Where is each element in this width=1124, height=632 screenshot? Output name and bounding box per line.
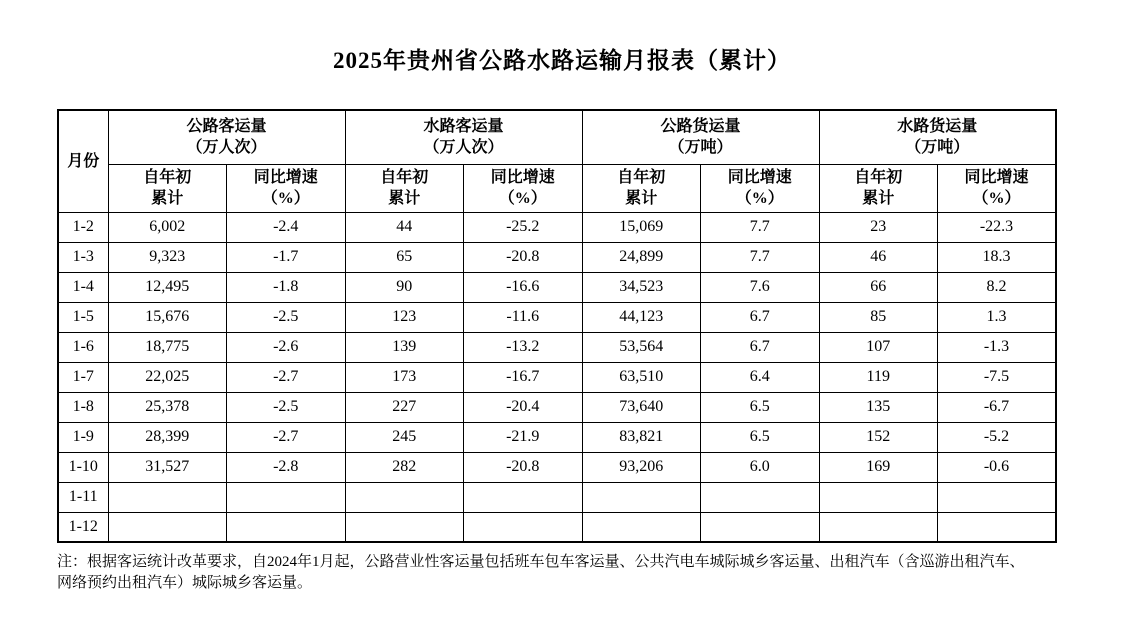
table-row (58, 512, 1056, 542)
data-cell: 6.5 (701, 422, 820, 452)
data-cell: 119 (819, 362, 938, 392)
group-header-row (58, 110, 1056, 164)
data-cell: 123 (345, 302, 464, 332)
data-cell (345, 482, 464, 512)
table-body (58, 212, 1056, 542)
data-cell: 9,323 (108, 242, 227, 272)
sub-header-line: （%） (498, 190, 547, 207)
data-cell: 169 (819, 452, 938, 482)
month-cell: 1-11 (58, 482, 108, 512)
group-unit: （万人次） (186, 139, 267, 157)
data-cell (464, 512, 583, 542)
footnote (57, 552, 1087, 594)
data-cell: 93,206 (582, 452, 701, 482)
data-cell: 7.6 (701, 272, 820, 302)
month-cell: 1-10 (58, 452, 108, 482)
sub-header-cumulative (108, 164, 227, 212)
sub-header-line: （%） (261, 190, 310, 207)
data-cell: 66 (819, 272, 938, 302)
data-cell: -2.7 (227, 422, 346, 452)
data-cell: 7.7 (701, 242, 820, 272)
data-cell (464, 482, 583, 512)
sub-header-line: 自年初 (617, 169, 666, 186)
sub-header-line: 累计 (151, 190, 184, 207)
data-cell (701, 482, 820, 512)
month-cell: 1-9 (58, 422, 108, 452)
data-cell: 44,123 (582, 302, 701, 332)
data-cell: -21.9 (464, 422, 583, 452)
data-cell: 24,899 (582, 242, 701, 272)
sub-header-line: 累计 (388, 190, 421, 207)
data-cell (701, 512, 820, 542)
data-cell: 83,821 (582, 422, 701, 452)
month-cell: 1-3 (58, 242, 108, 272)
data-cell: -2.6 (227, 332, 346, 362)
data-cell: -1.3 (938, 332, 1057, 362)
data-cell: 227 (345, 392, 464, 422)
sub-header-growth (938, 164, 1057, 212)
data-cell: 18,775 (108, 332, 227, 362)
data-cell (582, 512, 701, 542)
data-cell: 73,640 (582, 392, 701, 422)
month-cell: 1-6 (58, 332, 108, 362)
data-cell: 139 (345, 332, 464, 362)
data-cell: -16.6 (464, 272, 583, 302)
data-cell: 18.3 (938, 242, 1057, 272)
data-cell (938, 512, 1057, 542)
data-cell (938, 482, 1057, 512)
data-cell: 6.5 (701, 392, 820, 422)
table-row (58, 242, 1056, 272)
group-header-waterway-passenger (345, 110, 582, 164)
data-cell: 23 (819, 212, 938, 242)
sub-header-line: 累计 (625, 190, 658, 207)
month-cell: 1-8 (58, 392, 108, 422)
month-cell: 1-12 (58, 512, 108, 542)
sub-header-line: 同比增速 (253, 169, 318, 186)
data-cell: 46 (819, 242, 938, 272)
table-row (58, 212, 1056, 242)
data-cell: 65 (345, 242, 464, 272)
data-cell: 245 (345, 422, 464, 452)
data-cell: 22,025 (108, 362, 227, 392)
group-header-highway-passenger (108, 110, 345, 164)
group-header-highway-freight (582, 110, 819, 164)
sub-header-growth (701, 164, 820, 212)
table-row (58, 332, 1056, 362)
group-title: 公路客运量 (186, 118, 267, 136)
data-cell: 152 (819, 422, 938, 452)
data-cell: -0.6 (938, 452, 1057, 482)
table-row (58, 362, 1056, 392)
table-row (58, 272, 1056, 302)
group-title: 公路货运量 (660, 118, 741, 136)
data-cell: 1.3 (938, 302, 1057, 332)
data-cell: -20.4 (464, 392, 583, 422)
sub-header-line: 自年初 (143, 169, 192, 186)
table-row (58, 302, 1056, 332)
month-cell: 1-5 (58, 302, 108, 332)
data-cell: 282 (345, 452, 464, 482)
data-cell (819, 482, 938, 512)
group-unit: （万吨） (668, 139, 733, 157)
data-cell: 135 (819, 392, 938, 422)
month-column-header: 月份 (58, 110, 108, 212)
table-row (58, 452, 1056, 482)
data-cell (227, 512, 346, 542)
sub-header-line: 同比增速 (964, 169, 1029, 186)
footnote-line-2: 网络预约出租汽车）城际城乡客运量。 (57, 575, 313, 591)
data-cell: 6.7 (701, 302, 820, 332)
data-cell: 34,523 (582, 272, 701, 302)
data-cell: 6.7 (701, 332, 820, 362)
group-unit: （万人次） (423, 139, 504, 157)
sub-header-cumulative (345, 164, 464, 212)
sub-header-cumulative (582, 164, 701, 212)
data-cell: -7.5 (938, 362, 1057, 392)
data-cell: 173 (345, 362, 464, 392)
sub-header-line: 自年初 (854, 169, 903, 186)
data-cell: -2.8 (227, 452, 346, 482)
data-cell: -2.5 (227, 392, 346, 422)
sub-header-cumulative (819, 164, 938, 212)
data-cell: 28,399 (108, 422, 227, 452)
data-cell: -20.8 (464, 242, 583, 272)
table-row (58, 422, 1056, 452)
data-cell: -16.7 (464, 362, 583, 392)
data-cell: 107 (819, 332, 938, 362)
monthly-report-table (57, 109, 1057, 543)
table-row (58, 392, 1056, 422)
data-cell (345, 512, 464, 542)
data-cell: 25,378 (108, 392, 227, 422)
sub-header-line: 同比增速 (490, 169, 555, 186)
data-cell: -13.2 (464, 332, 583, 362)
data-cell: -25.2 (464, 212, 583, 242)
sub-header-growth (227, 164, 346, 212)
data-cell: -11.6 (464, 302, 583, 332)
data-cell: 63,510 (582, 362, 701, 392)
data-cell: 6,002 (108, 212, 227, 242)
data-cell: 90 (345, 272, 464, 302)
data-cell: 15,069 (582, 212, 701, 242)
page-title: 2025年贵州省公路水路运输月报表（累计） (333, 48, 791, 73)
sub-header-row (58, 164, 1056, 212)
data-cell: -22.3 (938, 212, 1057, 242)
data-cell (582, 482, 701, 512)
data-cell: 8.2 (938, 272, 1057, 302)
data-cell: -2.5 (227, 302, 346, 332)
data-cell: -2.7 (227, 362, 346, 392)
data-cell: -20.8 (464, 452, 583, 482)
data-cell: 12,495 (108, 272, 227, 302)
sub-header-line: 同比增速 (727, 169, 792, 186)
data-cell: 53,564 (582, 332, 701, 362)
table-row (58, 482, 1056, 512)
sub-header-growth (464, 164, 583, 212)
data-cell: 44 (345, 212, 464, 242)
data-cell: 7.7 (701, 212, 820, 242)
data-cell (819, 512, 938, 542)
sub-header-line: 自年初 (380, 169, 429, 186)
data-cell (108, 482, 227, 512)
data-cell: 15,676 (108, 302, 227, 332)
month-cell: 1-2 (58, 212, 108, 242)
data-cell: -1.7 (227, 242, 346, 272)
data-cell: -6.7 (938, 392, 1057, 422)
data-cell: -5.2 (938, 422, 1057, 452)
data-cell: -2.4 (227, 212, 346, 242)
data-cell: 85 (819, 302, 938, 332)
month-cell: 1-4 (58, 272, 108, 302)
sub-header-line: （%） (735, 190, 784, 207)
data-cell (108, 512, 227, 542)
group-title: 水路客运量 (423, 118, 504, 136)
sub-header-line: 累计 (862, 190, 895, 207)
group-unit: （万吨） (905, 139, 970, 157)
group-header-waterway-freight (819, 110, 1056, 164)
data-cell: -1.8 (227, 272, 346, 302)
data-cell: 6.0 (701, 452, 820, 482)
group-title: 水路货运量 (897, 118, 978, 136)
sub-header-line: （%） (972, 190, 1021, 207)
table-header (58, 110, 1056, 212)
footnote-line-1: 注：根据客运统计改革要求，自2024年1月起，公路营业性客运量包括班车包车客运量、公共汽电车城际城乡客运量、出租汽车（含巡游出租汽车、 (57, 554, 1025, 570)
data-cell (227, 482, 346, 512)
data-cell: 31,527 (108, 452, 227, 482)
month-cell: 1-7 (58, 362, 108, 392)
data-cell: 6.4 (701, 362, 820, 392)
